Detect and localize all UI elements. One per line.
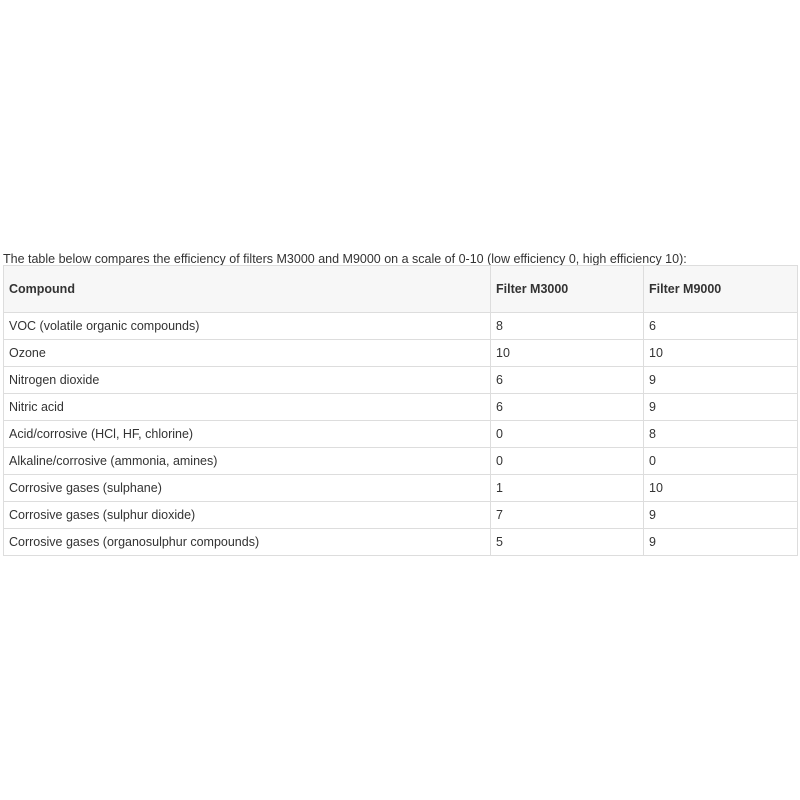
compound-cell: Corrosive gases (organosulphur compounds) — [4, 529, 491, 556]
m3000-value: 0 — [491, 448, 644, 475]
table-row — [4, 421, 798, 448]
table-row — [4, 394, 798, 421]
table-row — [4, 448, 798, 475]
table-row — [4, 367, 798, 394]
compound-cell: Acid/corrosive (HCl, HF, chlorine) — [4, 421, 491, 448]
table-row — [4, 340, 798, 367]
table-row — [4, 313, 798, 340]
m9000-value: 6 — [644, 313, 798, 340]
m3000-value: 6 — [491, 394, 644, 421]
m9000-value: 10 — [644, 340, 798, 367]
m9000-value: 9 — [644, 529, 798, 556]
m9000-value: 8 — [644, 421, 798, 448]
m9000-value: 9 — [644, 502, 798, 529]
m3000-value: 5 — [491, 529, 644, 556]
table-row — [4, 475, 798, 502]
m3000-value: 1 — [491, 475, 644, 502]
m9000-value: 10 — [644, 475, 798, 502]
compound-cell: Alkaline/corrosive (ammonia, amines) — [4, 448, 491, 475]
m9000-value: 9 — [644, 367, 798, 394]
table-header-row — [4, 266, 798, 313]
m3000-value: 0 — [491, 421, 644, 448]
header-compound: Compound — [4, 266, 491, 313]
compound-cell: Corrosive gases (sulphane) — [4, 475, 491, 502]
compound-cell: VOC (volatile organic compounds) — [4, 313, 491, 340]
compound-cell: Nitric acid — [4, 394, 491, 421]
compound-cell: Nitrogen dioxide — [4, 367, 491, 394]
filter-efficiency-table — [3, 265, 798, 556]
table-row — [4, 502, 798, 529]
m9000-value: 0 — [644, 448, 798, 475]
m3000-value: 6 — [491, 367, 644, 394]
intro-text: The table below compares the efficiency of filters M3000 and M9000 on a scale of 0-10 (low efficiency 0, high efficiency 10): — [3, 251, 687, 266]
table-row — [4, 529, 798, 556]
compound-cell: Ozone — [4, 340, 491, 367]
m3000-value: 7 — [491, 502, 644, 529]
header-filter-m9000: Filter M9000 — [644, 266, 798, 313]
header-filter-m3000: Filter M3000 — [491, 266, 644, 313]
m9000-value: 9 — [644, 394, 798, 421]
m3000-value: 8 — [491, 313, 644, 340]
compound-cell: Corrosive gases (sulphur dioxide) — [4, 502, 491, 529]
m3000-value: 10 — [491, 340, 644, 367]
